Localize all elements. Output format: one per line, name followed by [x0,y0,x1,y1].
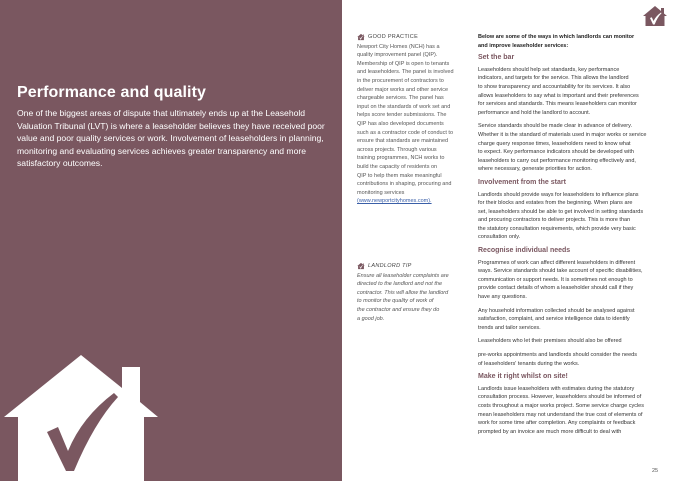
section-heading: Involvement from the start [478,178,566,186]
house-check-icon [357,262,365,270]
body-paragraph: Landlords should provide ways for leaseholders to influence plans for their blocks and estates from the beginning. When plans are set, leaseholders should be able to get involved in setting standards and procuring contractors to deliver projects. This is more than the statutory consultation requirements, which provide very basic consultation only. [478,191,644,241]
body-paragraph: Service standards should be made clear in advance of delivery. Whether it is the standard of materials used in major works or service charge query response times, leaseholders need to know what to expect. Key performance indicators should be developed with leaseholders to carry out performance monitoring effectively and, where necessary, generate priorities for action. [478,123,647,173]
section-heading: Set the bar [478,54,515,62]
house-check-icon [642,5,668,27]
body-paragraph: Leaseholders who let their premises should also be offered [478,338,622,345]
body-paragraph: Leaseholders should help set standards, key performance indicators, and targets for the service. This allows the landlord to show transparency and accountability for its services. It also allows leaseholders to say what is important and their preferences for services and standards. This means leaseholders can monitor performance and hold the landlord to account. [478,66,639,116]
good-practice-heading: GOOD PRACTICE [368,34,419,40]
good-practice-body: Newport City Homes (NCH) has a quality improvement panel (QIP). Membership of QIP is open to tenants and leaseholders. The panel is involved in the procurement of contractors to deliver major works and other service chargeable services. The panel has input on the standards of work set and helps score tender submissions. The QIP has also developed documents such as a contractor code of conduct to ensure that standards are maintained across projects. Through various training programmes, NCH works to build the capacity of residents on QIP to help them make meaningful contributions in shaping, procuring and monitoring services [357,43,454,196]
body-paragraph: Programmes of work can affect different leaseholders in different ways. Service standards should take account of specific disabilities, communication or support needs. It is sometimes not enough to provide contact details of whom a leaseholder should call if they have any questions. [478,259,643,301]
landlord-tip-body: Ensure all leaseholder complaints are directed to the landlord and not the contractor. This will allow the landlord to monitor the quality of work of the contractor and ensure they do a good job. [357,272,449,322]
body-paragraph: Any household information collected should be analysed against satisfaction, complaint, and service intelligence data to identify trends and tailor services. [478,307,635,331]
page-number: 25 [652,468,659,474]
body-paragraph: pre-works appointments and landlords should consider the needs of leaseholders' tenants during the works. [478,352,637,367]
section-heading: Recognise individual needs [478,247,571,255]
landlord-tip-heading: LANDLORD TIP [368,263,412,269]
house-check-icon [357,33,365,41]
section-intro: One of the biggest areas of dispute that ultimately ends up at the Leasehold Valuation Tribunal (LVT) is where a leaseholder believes they have received poor value and poor quality services or work. Involvement of leaseholders in planning, monitoring and evaluating services achieves greater transparency and more satisfactory outcomes. [17,108,325,169]
section-heading: Make it right whilst on site! [478,373,568,381]
house-check-icon [2,347,160,481]
nch-website-link[interactable]: (www.newportcityhomes.com). [357,198,432,205]
lead-paragraph: Below are some of the ways in which landlords can monitor and improve leaseholder services: [478,34,635,49]
main-column [478,33,669,441]
good-practice-box [357,33,469,206]
body-paragraph: Landlords issue leaseholders with estimates during the statutory consultation process. However, leaseholders should be informed of costs throughout a major works project. Some service charge cycles mean leaseholders may not understand the true cost of elements of work for some time after completion. Any complaints or feedback prompted by an invoice are much more difficult to deal with [478,385,644,435]
section-title: Performance and quality [17,84,207,101]
landlord-tip-box [357,262,469,323]
